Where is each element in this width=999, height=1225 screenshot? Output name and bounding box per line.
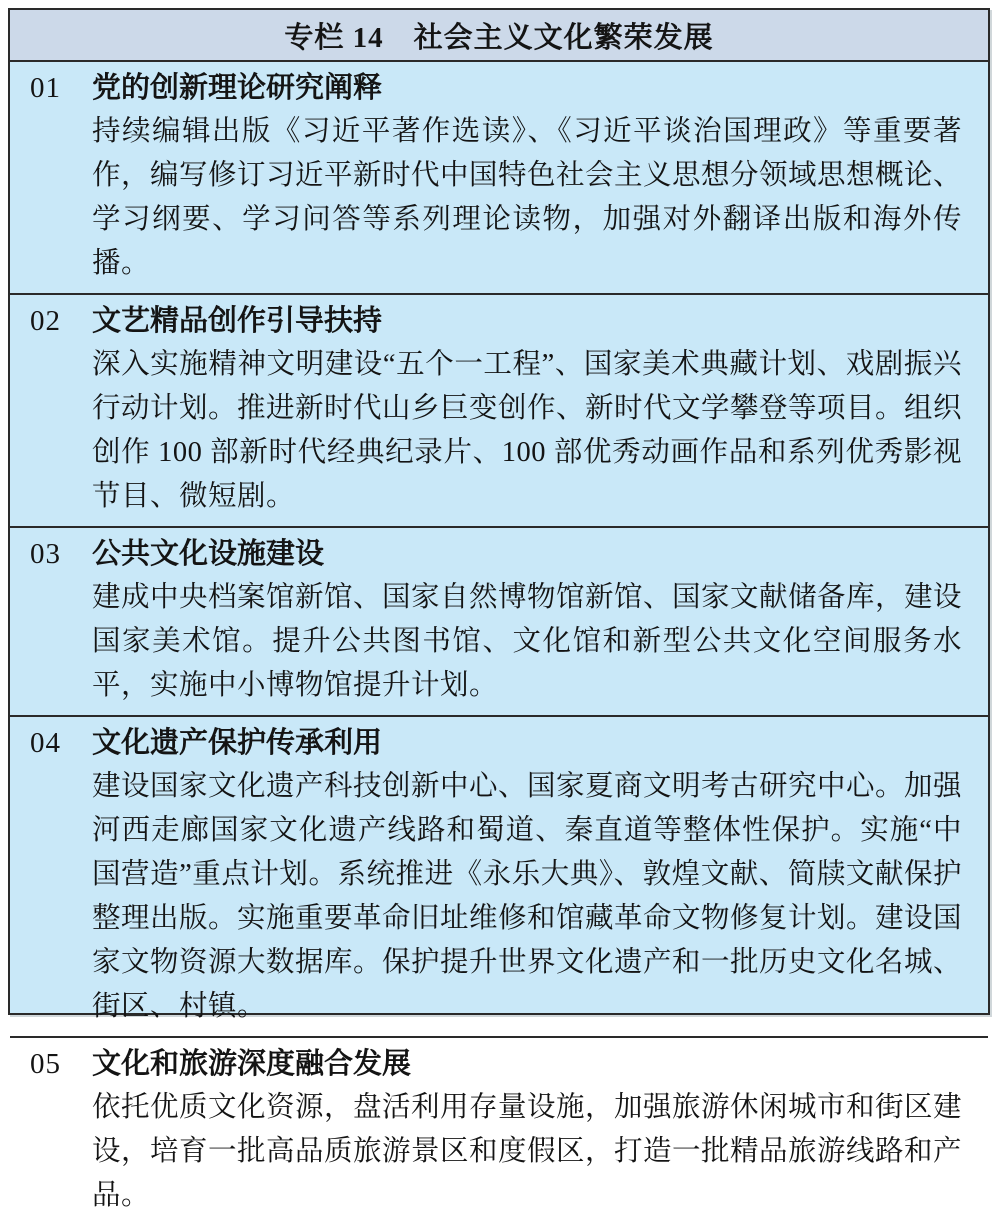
section-01-heading-row [10,66,988,110]
section-title: 文艺精品创作引导扶持 [92,305,383,337]
column-box-header [10,10,988,62]
section-body-text: 依托优质文化资源，盘活利用存量设施，加强旅游休闲城市和街区建设，培育一批高品质旅游景区和度假区，打造一批精品旅游线路和产品。 [92,1092,963,1211]
section-number: 01 [30,72,61,104]
section-body-text: 建设国家文化遗产科技创新中心、国家夏商文明考古研究中心。加强河西走廊国家文化遗产线路和蜀道、秦直道等整体性保护。实施“中国营造”重点计划。系统推进《永乐大典》、敦煌文献、简牍文献保护整理出版。实施重要革命旧址维修和馆藏革命文物修复计划。建设国家文物资源大数据库。保护提升世界文化遗产和一批历史文化名城、街区、村镇。 [92,771,963,1022]
column-box-body [10,62,988,1225]
section-title: 文化遗产保护传承利用 [92,727,383,759]
section-number: 05 [30,1048,61,1080]
section-03 [10,528,988,717]
section-body-text: 持续编辑出版《习近平著作选读》、《习近平谈治国理政》等重要著作，编写修订习近平新时代中国特色社会主义思想分领域思想概论、学习纲要、学习问答等系列理论读物，加强对外翻译出版和海外传播。 [92,116,963,279]
section-05 [10,1038,988,1225]
section-number: 03 [30,538,61,570]
section-title: 文化和旅游深度融合发展 [92,1048,412,1080]
section-03-heading-row [10,532,988,576]
section-title: 党的创新理论研究阐释 [92,72,383,104]
section-02-heading-row [10,299,988,343]
section-02 [10,295,988,528]
section-04 [10,717,988,1038]
section-title: 公共文化设施建设 [92,538,325,570]
column-box-title: 专栏 14 社会主义文化繁荣发展 [284,21,714,54]
section-04-heading-row [10,721,988,765]
section-number: 02 [30,305,61,337]
section-05-heading-row [10,1042,988,1086]
column-box [8,8,990,1211]
section-01 [10,62,988,295]
section-body-text: 深入实施精神文明建设“五个一工程”、国家美术典藏计划、戏剧振兴行动计划。推进新时代山乡巨变创作、新时代文学攀登等项目。组织创作 100 部新时代经典纪录片、100 部优秀动画作品和系列优秀影视节目、微短剧。 [92,349,963,512]
section-body-text: 建成中央档案馆新馆、国家自然博物馆新馆、国家文献储备库，建设国家美术馆。提升公共图书馆、文化馆和新型公共文化空间服务水平，实施中小博物馆提升计划。 [92,582,963,701]
section-number: 04 [30,727,61,759]
